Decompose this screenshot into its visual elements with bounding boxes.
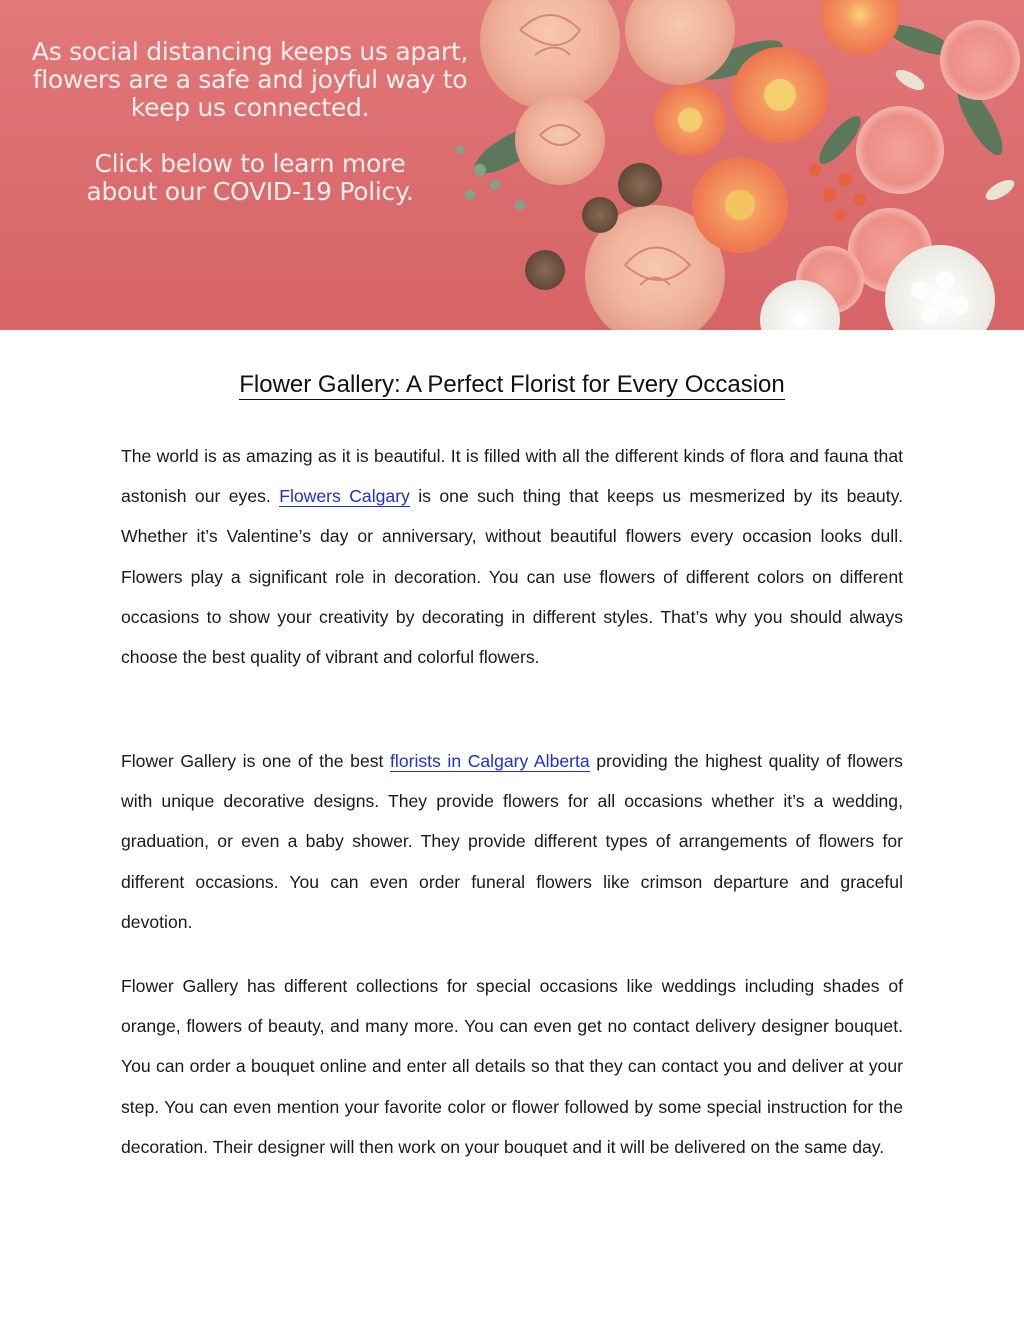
banner-line: keep us connected. (130, 93, 370, 122)
banner-line: As social distancing keeps us apart, (31, 37, 469, 66)
paragraph-text: The world is as amazing as it is beautiful. It is filled with all the different kinds of flora and fauna that astonish our eyes. (121, 446, 903, 507)
paragraph-intro (121, 436, 903, 677)
paragraph-text: Flower Gallery has different collections for special occasions like weddings including shades of orange, flowers of beauty, and many more. You can even get no contact delivery designer bouquet. You can order a bouquet online and enter all details so that they can contact you and deliver at your step. You can even mention your favorite color or flower followed by some special instruction for the decoration. Their designer will then work on your bouquet and it will be delivered on the same day. (121, 976, 903, 1157)
banner-cta-line: Click below to learn more (94, 149, 406, 178)
paragraph-florist (121, 741, 903, 942)
banner-cta-line: about our COVID-19 Policy. (86, 177, 414, 206)
article-title (0, 370, 1024, 400)
article-title-text: Flower Gallery: A Perfect Florist for Every Occasion (239, 371, 785, 398)
paragraph-text: providing the highest quality of flowers with unique decorative designs. They provide flowers for all occasions whether it’s a wedding, graduation, or even a baby shower. They provide different types of arrangements of flowers for different occasions. You can even order funeral flowers like crimson departure and graceful devotion. (121, 751, 903, 932)
paragraph-text: Flower Gallery is one of the best (121, 751, 391, 771)
paragraph-collections (121, 966, 903, 1167)
flowers-calgary-link[interactable]: Flowers Calgary (279, 486, 410, 507)
covid-banner[interactable] (0, 0, 1024, 330)
banner-line: flowers are a safe and joyful way to (32, 65, 468, 94)
florists-calgary-alberta-link[interactable]: florists in Calgary Alberta (390, 751, 590, 771)
banner-message (0, 38, 500, 206)
paragraph-text: is one such thing that keeps us mesmerized by its beauty. Whether it’s Valentine’s day or anniversary, without beautiful flowers every occasion looks dull. Flowers play a significant role in decoration. You can use flowers of different colors on different occasions to show your creativity by decorating in different styles. That’s why you should always choose the best quality of vibrant and colorful flowers. (121, 486, 903, 668)
flower-bouquet-image (440, 0, 1024, 330)
